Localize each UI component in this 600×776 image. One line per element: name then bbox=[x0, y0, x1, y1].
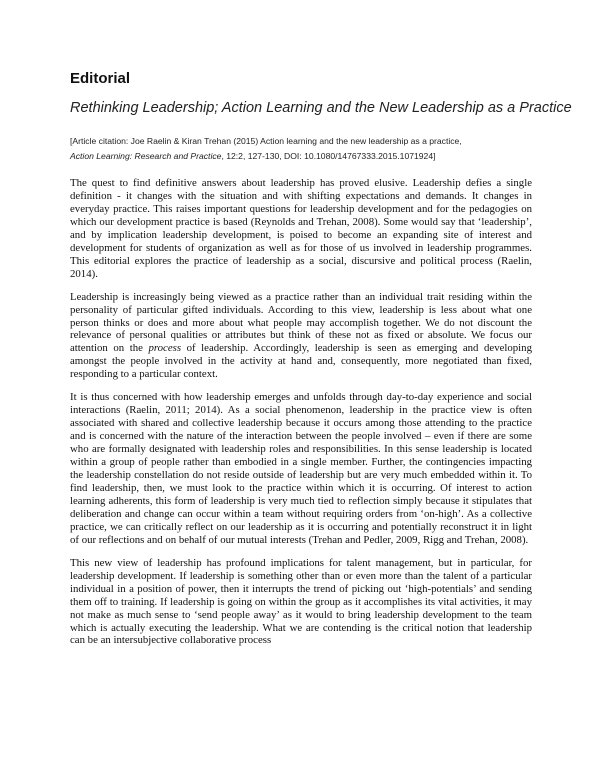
article-citation bbox=[70, 134, 540, 163]
article-title: Rethinking Leadership; Action Learning and the New Leadership as a Practice bbox=[70, 100, 572, 116]
section-heading: Editorial bbox=[70, 70, 131, 87]
paragraph-2 bbox=[70, 291, 532, 382]
paragraph-2-part-2: of leadership. Accordingly, leadership is seen as emerging and developing amongst the people involved in the activity at hand and, consequently, more negotiated than fixed, responding to a particular context. bbox=[70, 342, 532, 381]
article-body bbox=[70, 177, 532, 657]
citation-line-1: [Article citation: Joe Raelin & Kiran Trehan (2015) Action learning and the new leadership as a practice, bbox=[70, 136, 462, 146]
journal-name: Action Learning: Research and Practice bbox=[70, 150, 222, 161]
paragraph-1: The quest to find definitive answers about leadership has proved elusive. Leadership defies a single definition - it changes with the situation and with shifting expectations and demands. It changes in everyday practice. This raises important questions for leadership development and for the pedagogies on which our development practice is based (Reynolds and Trehan, 2008). Some would say that ‘leadership’, and by implication leadership development, is poised to become an expanding site of interest and development for students of organization as well as for those of us involved in leadership programmes. This editorial explores the practice of leadership as a social, discursive and political process (Raelin, 2014). bbox=[70, 177, 532, 280]
paragraph-4: This new view of leadership has profound implications for talent management, but in particular, for leadership development. If leadership is something other than or even more than the talent of a particular individual in a position of power, then it interrupts the trend of picking out ‘high-potentials’ and sending them off to training. If leadership is going on within the group as it accomplishes its vital activities, it may not make as much sense to ‘send people away’ as it would to bring leadership development to the team which is actually executing the leadership. What we are contending is the critical notion that leadership can be an intersubjective collaborative process bbox=[70, 556, 532, 647]
emphasis-process: process bbox=[148, 342, 182, 355]
paragraph-3: It is thus concerned with how leadership emerges and unfolds through day-to-day experience and social interactions (Raelin, 2011; 2014). As a social phenomenon, leadership in the practice view is often associated with shared and collective leadership because it occurs among those attending to the practice and is concerned with the nature of the interaction between the people involved – even if there are some who are formally designated with leadership roles and responsibilities. In this sense leadership is located within a group of people rather than embodied in a single member. Further, the contingencies impacting the leadership constellation do not reside outside of leadership but are very much embedded within it. To find leadership, then, we must look to the practice within which it is occurring. Of interest to action learning adherents, this form of leadership is very much tied to reflection simply because it stipulates that deliberation and change can occur within a team without requiring orders from ‘on-high’. As a collective practice, we can critically reflect on our leadership as it is occurring and potentially reconstruct it in light of our reflections and on behalf of our mutual interests (Trehan and Pedler, 2009, Rigg and Trehan, 2008). bbox=[70, 391, 532, 546]
citation-line-2 bbox=[70, 149, 540, 164]
citation-details: , 12:2, 127-130, DOI: 10.1080/14767333.2015.1071924] bbox=[221, 150, 436, 161]
paragraph-2-part-1: Leadership is increasingly being viewed as a practice rather than an individual trait residing within the personality of particular gifted individuals. According to this view, leadership is less about what one person thinks or does and more about what people may accomplish together. We do not discount the relevance of personal qualities or attributes but think of these not as fixed or absolute. We focus our attention on the bbox=[70, 290, 532, 355]
